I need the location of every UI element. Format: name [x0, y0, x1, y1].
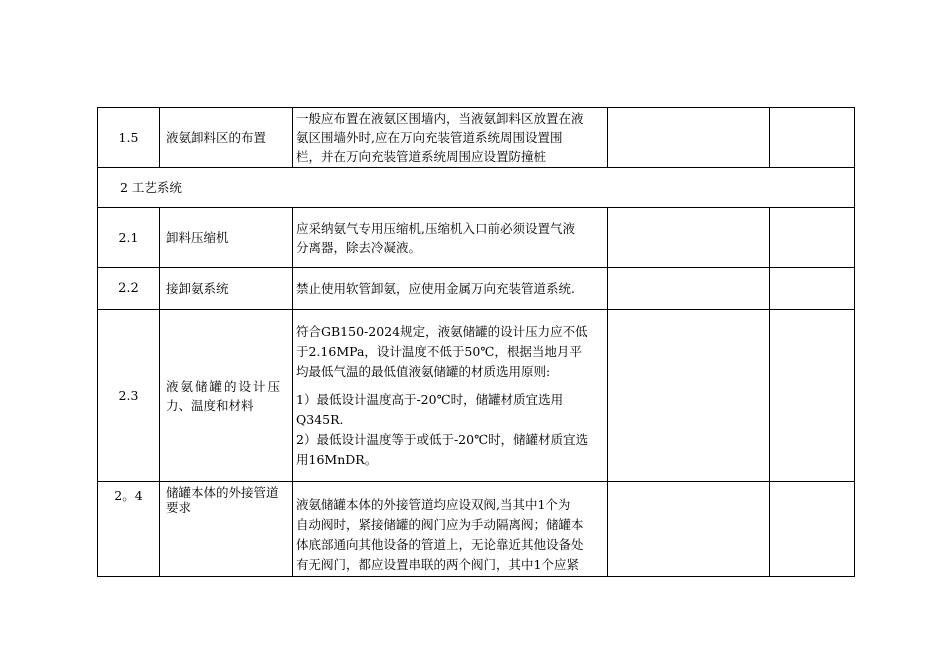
- requirement-cell: [293, 268, 608, 310]
- section-title: 2 工艺系统: [98, 168, 855, 208]
- spec-table: [97, 107, 855, 577]
- requirement-line: 液氨储罐本体的外接管道均应设双阀,当其中1个为: [296, 497, 571, 512]
- requirement-cell: [293, 482, 608, 577]
- requirement-line: 体底部通向其他设备的管道上，无论靠近其他设备处: [296, 537, 584, 552]
- requirement-line: 分离器，除去冷凝液。: [296, 239, 422, 255]
- item-name-line: 液氨储罐的设计压: [166, 378, 283, 394]
- check-cell: [608, 208, 770, 268]
- remark-cell: [770, 108, 855, 168]
- requirement-line: 自动阀时，紧接储罐的阀门应为手动隔离阀；储罐本: [296, 517, 584, 532]
- item-number: 2。4: [98, 482, 160, 577]
- section-row: [98, 168, 855, 208]
- requirement-line: 符合GB150-2024规定，液氨储罐的设计压力应不低: [296, 323, 588, 339]
- check-cell: [608, 268, 770, 310]
- item-number: 2.1: [98, 208, 160, 268]
- remark-cell: [770, 208, 855, 268]
- requirement-line: 1）最低设计温度高于-20℃时，储罐材质宜选用: [296, 391, 564, 407]
- requirement-line: 应采纳氨气专用压缩机,压缩机入口前必须设置气液: [296, 220, 575, 236]
- item-name: 卸料压缩机: [160, 208, 293, 268]
- requirement-line: 于2.16MPa，设计温度不低于50℃，根据当地月平: [296, 343, 582, 359]
- check-cell: [608, 482, 770, 577]
- item-number: 1.5: [98, 108, 160, 168]
- item-number: 2.2: [98, 268, 160, 310]
- check-cell: [608, 310, 770, 482]
- item-name-cell: [160, 482, 293, 577]
- item-name-line: 力、温度和材料: [166, 397, 254, 413]
- check-cell: [608, 108, 770, 168]
- item-name: 接卸氨系统: [160, 268, 293, 310]
- requirement-line: 均最低气温的最低值液氨储罐的材质选用原则:: [296, 363, 551, 379]
- remark-cell: [770, 310, 855, 482]
- item-name-line: 储罐本体的外接管道: [166, 485, 279, 500]
- item-name-cell: [160, 310, 293, 482]
- requirement-line: Q345R.: [296, 411, 344, 427]
- requirement-line: 一般应布置在液氨区围墙内，当液氨卸料区放置在液: [296, 111, 584, 126]
- requirement-line: 氨区围墙外时,应在万向充装管道系统周围设置围: [296, 130, 563, 145]
- item-name-line: 要求: [166, 500, 192, 515]
- requirement-line: 栏，并在万向充装管道系统周围应设置防撞桩: [296, 149, 547, 164]
- requirement-cell: [293, 310, 608, 482]
- table-row: [98, 208, 855, 268]
- requirement-line: 有无阀门，都应设置串联的两个阀门，其中1个应紧: [296, 557, 579, 572]
- requirement-line: 禁止使用软管卸氨，应使用金属万向充装管道系统.: [296, 281, 575, 296]
- item-number: 2.3: [98, 310, 160, 482]
- requirement-cell: [293, 108, 608, 168]
- requirement-line: 2）最低设计温度等于或低于-20℃时，储罐材质宜选: [296, 431, 589, 447]
- remark-cell: [770, 482, 855, 577]
- remark-cell: [770, 268, 855, 310]
- requirement-line: 用16MnDR。: [296, 451, 378, 467]
- requirement-cell: [293, 208, 608, 268]
- table-row: [98, 268, 855, 310]
- table-row: [98, 108, 855, 168]
- item-name: 液氨卸料区的布置: [160, 108, 293, 168]
- table-row: [98, 310, 855, 482]
- table-row: [98, 482, 855, 577]
